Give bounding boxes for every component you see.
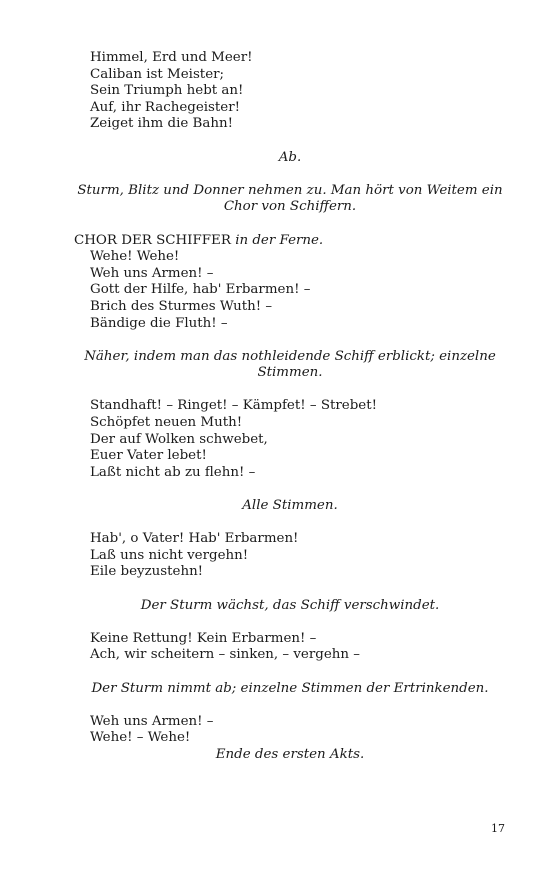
verse-line: Wehe! – Wehe! [90, 730, 191, 746]
verse-line: Weh uns Armen! – [90, 713, 214, 729]
stage-direction: Näher, indem man das nothleidende Schiff erblickt; einzelne Stimmen. [84, 348, 496, 381]
verse-line: Sein Triumph hebt an! [90, 83, 244, 99]
stage-direction-end: Ende des ersten Akts. [215, 746, 365, 762]
verse-line: Laßt nicht ab zu flehn! – [90, 464, 256, 480]
stage-direction: Ab. [278, 149, 302, 165]
page-number: 17 [491, 822, 505, 835]
speaker-note: in der Ferne. [235, 232, 324, 248]
verse-line: Schöpfet neuen Muth! [90, 415, 243, 431]
verse-line: Standhaft! – Ringet! – Kämpfet! – Strebet! [90, 398, 377, 414]
verse-line: Laß uns nicht vergehn! [90, 547, 249, 563]
verse-line: Auf, ihr Rachegeister! [90, 99, 241, 115]
verse-block [90, 714, 506, 747]
verse-line: Keine Rettung! Kein Erbarmen! – [90, 630, 317, 646]
stage-direction: Alle Stimmen. [242, 498, 338, 514]
verse-line: Himmel, Erd und Meer! [90, 50, 253, 65]
verse-line: Wehe! Wehe! [90, 249, 180, 265]
verse-line: Zeiget ihm die Bahn! [90, 116, 233, 132]
stage-direction: Der Sturm wächst, das Schiff verschwindet. [140, 597, 440, 613]
verse-block [90, 249, 506, 332]
text-body [74, 50, 506, 764]
verse-line: Eile beyzustehn! [90, 564, 204, 580]
verse-line: Hab', o Vater! Hab' Erbarmen! [90, 531, 299, 547]
verse-line: Weh uns Armen! – [90, 265, 214, 281]
verse-line: Gott der Hilfe, hab' Erbarmen! – [90, 282, 311, 298]
verse-block [90, 50, 506, 133]
speaker-name: CHOR DER SCHIFFER [74, 232, 231, 248]
verse-block [90, 398, 506, 481]
verse-block [90, 631, 506, 664]
verse-line: Der auf Wolken schwebet, [90, 431, 268, 447]
verse-block [90, 531, 506, 581]
verse-line: Euer Vater lebet! [90, 448, 207, 464]
verse-line: Brich des Sturmes Wuth! – [90, 298, 273, 314]
verse-line: Caliban ist Meister; [90, 66, 225, 82]
stage-direction: Sturm, Blitz und Donner nehmen zu. Man hört von Weitem ein Chor von Schiffern. [77, 182, 503, 215]
stage-direction: Der Sturm nimmt ab; einzelne Stimmen der Ertrinkenden. [91, 680, 489, 696]
verse-line: Bändige die Fluth! – [90, 315, 228, 331]
verse-line: Ach, wir scheitern – sinken, – vergehn – [90, 647, 360, 663]
speaker-line [74, 233, 506, 250]
